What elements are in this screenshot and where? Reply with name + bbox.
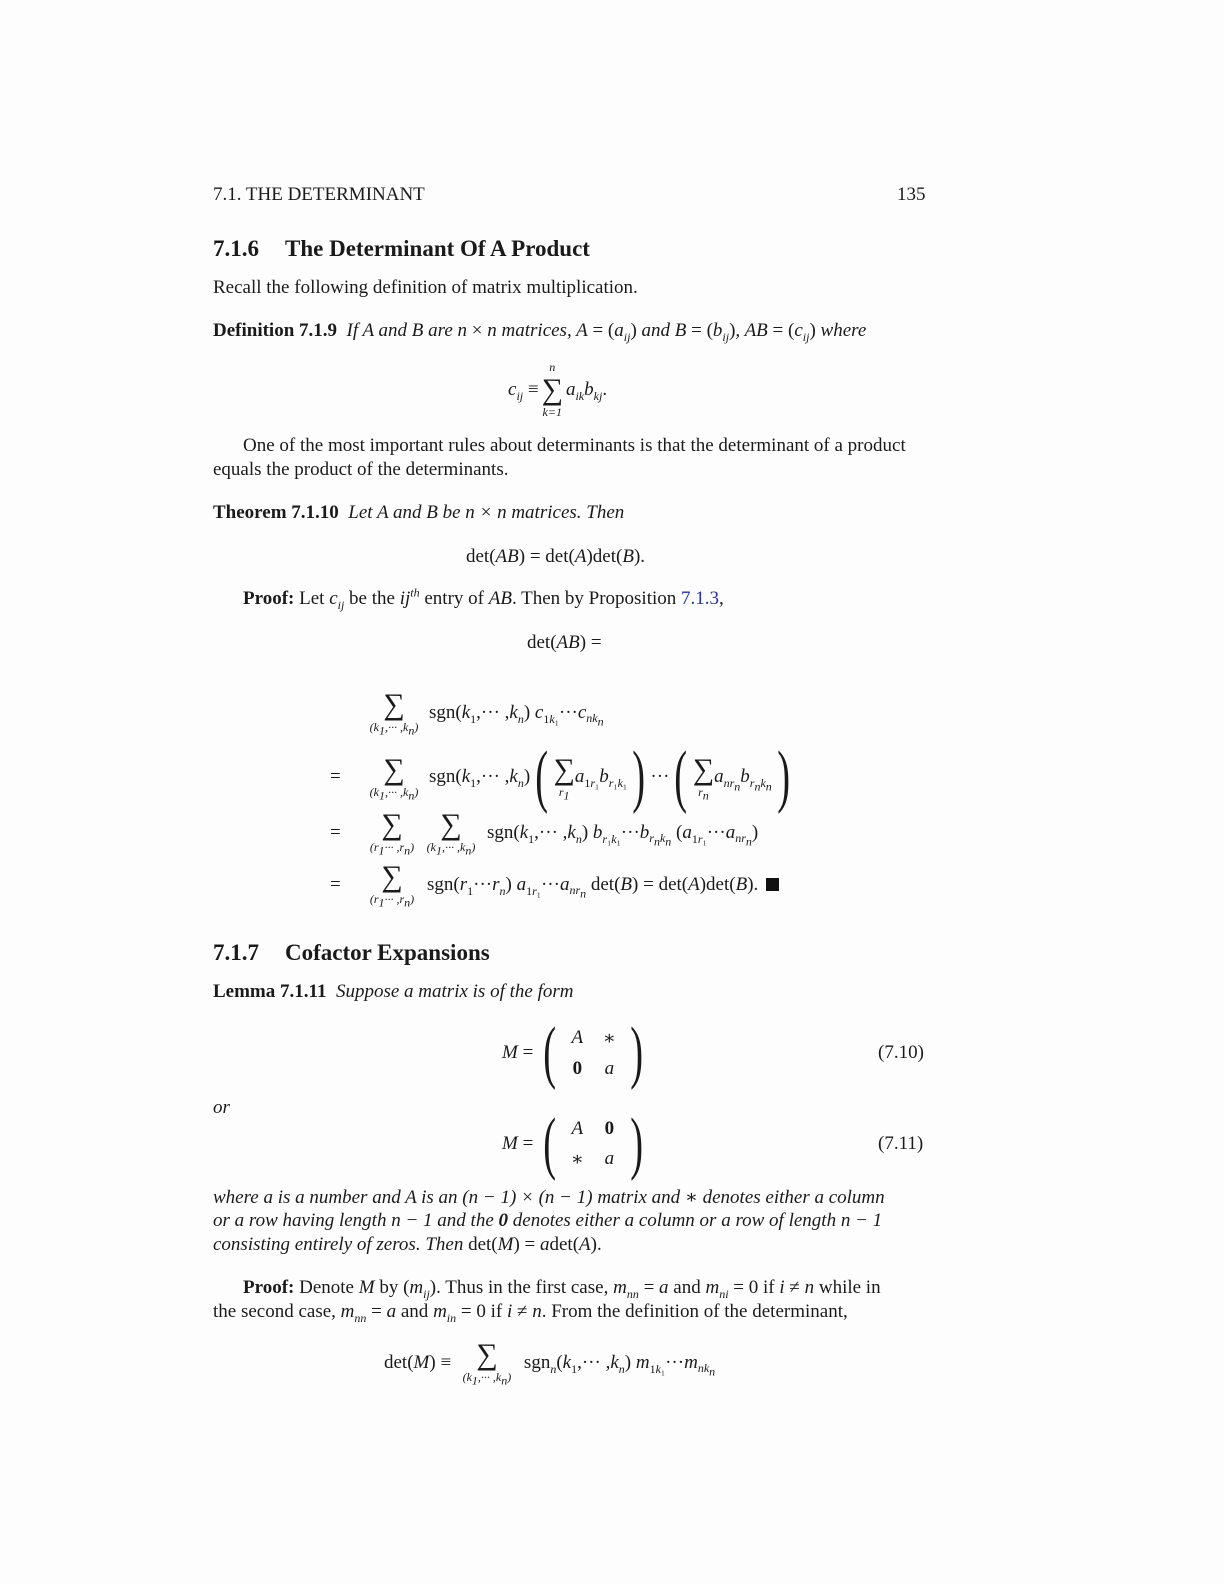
equation-7-10: M = ( A ∗ 0 a ) xyxy=(502,1014,644,1091)
section-number: 7.1.6 xyxy=(213,236,259,261)
or-text: or xyxy=(213,1097,230,1118)
lemma-7-1-11 xyxy=(213,981,573,1003)
equation-7-11: M = ( A 0 ∗ a ) xyxy=(502,1105,644,1182)
page-number: 135 xyxy=(897,184,926,205)
proof-2-line-2: the second case, $m_{nn} = a$ and $m_{in} = 0$ if i ≠ n. From the definition of the determinant, xyxy=(213,1301,848,1325)
proof-label: Proof: xyxy=(243,588,295,609)
definition-7-1-9: Definition 7.1.9 If A and B are n × n matrices, $A = (a_{ij})$ and $B = (b_{ij})$, AB = $(c_{ij})$ where xyxy=(213,320,867,344)
proposition-link[interactable]: 7.1.3 xyxy=(681,588,720,609)
proof-label: Proof: xyxy=(243,1277,295,1298)
paragraph-determinant-rule-1: One of the most important rules about determinants is that the determinant of a product xyxy=(243,435,906,456)
paragraph-determinant-rule-2: equals the product of the determinants. xyxy=(213,459,509,480)
proof-intro: Proof: Let $c_{ij}$ be the $ij^{th}$ entry of AB. Then by Proposition 7.1.3, xyxy=(243,585,724,612)
definition-label: Definition 7.1.9 xyxy=(213,320,338,341)
derivation-line-4: = ∑ $(r_1\cdot\cdot\cdot ,r_n)$ $sgn(r_1\cdot\cdot\cdot r_n)$ $a_{1r_1}\cdot\cdot\cdot a_{nr_n}$ det(B) = det(A)det(B). xyxy=(330,862,779,907)
lemma-continuation-2: or a row having length n − 1 and the 0 denotes either a column or a row of length n − 1 xyxy=(213,1210,883,1231)
equation-number-7-10: (7.10) xyxy=(878,1042,924,1063)
derivation-line-2: = ∑ $(k_1,\cdot\cdot\cdot ,k_n)$ $sgn(k_1,\cdot\cdot\cdot ,k_n)$ ( ∑ $r_1$ $a_{1r_1}b_{r_1k_1}$ ) ··· ( ∑ $r_n$ $a_{nr_n}b_{r_nk_n}$ ) xyxy=(330,738,790,815)
derivation-line-1: ∑ $(k_1,\cdot\cdot\cdot ,k_n)$ $sgn(k_1,\cdot\cdot\cdot ,k_n)$ $c_{1k_1}\cdot\cdot\cdot c_{nk_n}$ xyxy=(369,688,604,738)
section-number: 7.1.7 xyxy=(213,940,259,965)
theorem-text: Let A and B be n × n matrices. Then xyxy=(348,502,625,523)
equation-det-ab-start: det(AB) = xyxy=(527,632,602,653)
intro-paragraph: Recall the following definition of matrix multiplication. xyxy=(213,277,638,298)
proof-2-line-1: Proof: Denote M by $(m_{ij})$. Thus in the first case, $m_{nn} = a$ and $m_{ni} = 0$ if i ≠ n while in xyxy=(243,1277,881,1301)
equation-det-product: det(AB) = det(A)det(B). xyxy=(466,546,646,567)
lemma-continuation-1: where a is a number and A is an (n − 1) × (n − 1) matrix and ∗ denotes either a column xyxy=(213,1187,885,1208)
lemma-label: Lemma 7.1.11 xyxy=(213,981,327,1002)
theorem-label: Theorem 7.1.10 xyxy=(213,502,339,523)
equation-number-7-11: (7.11) xyxy=(878,1133,924,1154)
section-heading-7-1-7 xyxy=(213,940,490,966)
lemma-continuation-3: consisting entirely of zeros. Then det(M) = adet(A). xyxy=(213,1234,602,1255)
derivation-line-3: = ∑ $(r_1\cdot\cdot\cdot ,r_n)$ ∑ $(k_1,\cdot\cdot\cdot ,k_n)$ $sgn(k_1,\cdot\cdot\cdot ,k_n)$ $b_{r_1k_1}\cdot\cdot\cdot b_{r_nk_n}$ $(a_{1r_1}\cdot\cdot\cdot a_{nr_n})$ xyxy=(330,808,759,858)
equation-det-definition: det(M) ≡ ∑ $(k_1,\cdot\cdot\cdot ,k_n)$ $sgn_n(k_1,\cdot\cdot\cdot ,k_n)$ $m_{1k_1}\cdot\cdot\cdot m_{nk_n}$ xyxy=(384,1338,716,1388)
section-heading-7-1-6 xyxy=(213,236,590,262)
running-header: 7.1. THE DETERMINANT xyxy=(213,184,425,205)
qed-icon xyxy=(766,878,779,891)
equation-matrix-product: $c_{ij}$ ≡ n ∑ k=1 $a_{ik}b_{kj}$. xyxy=(508,360,608,419)
lemma-text: Suppose a matrix is of the form xyxy=(335,981,574,1002)
theorem-7-1-10 xyxy=(213,502,624,524)
section-title: Cofactor Expansions xyxy=(285,940,490,965)
section-title: The Determinant Of A Product xyxy=(285,236,590,261)
